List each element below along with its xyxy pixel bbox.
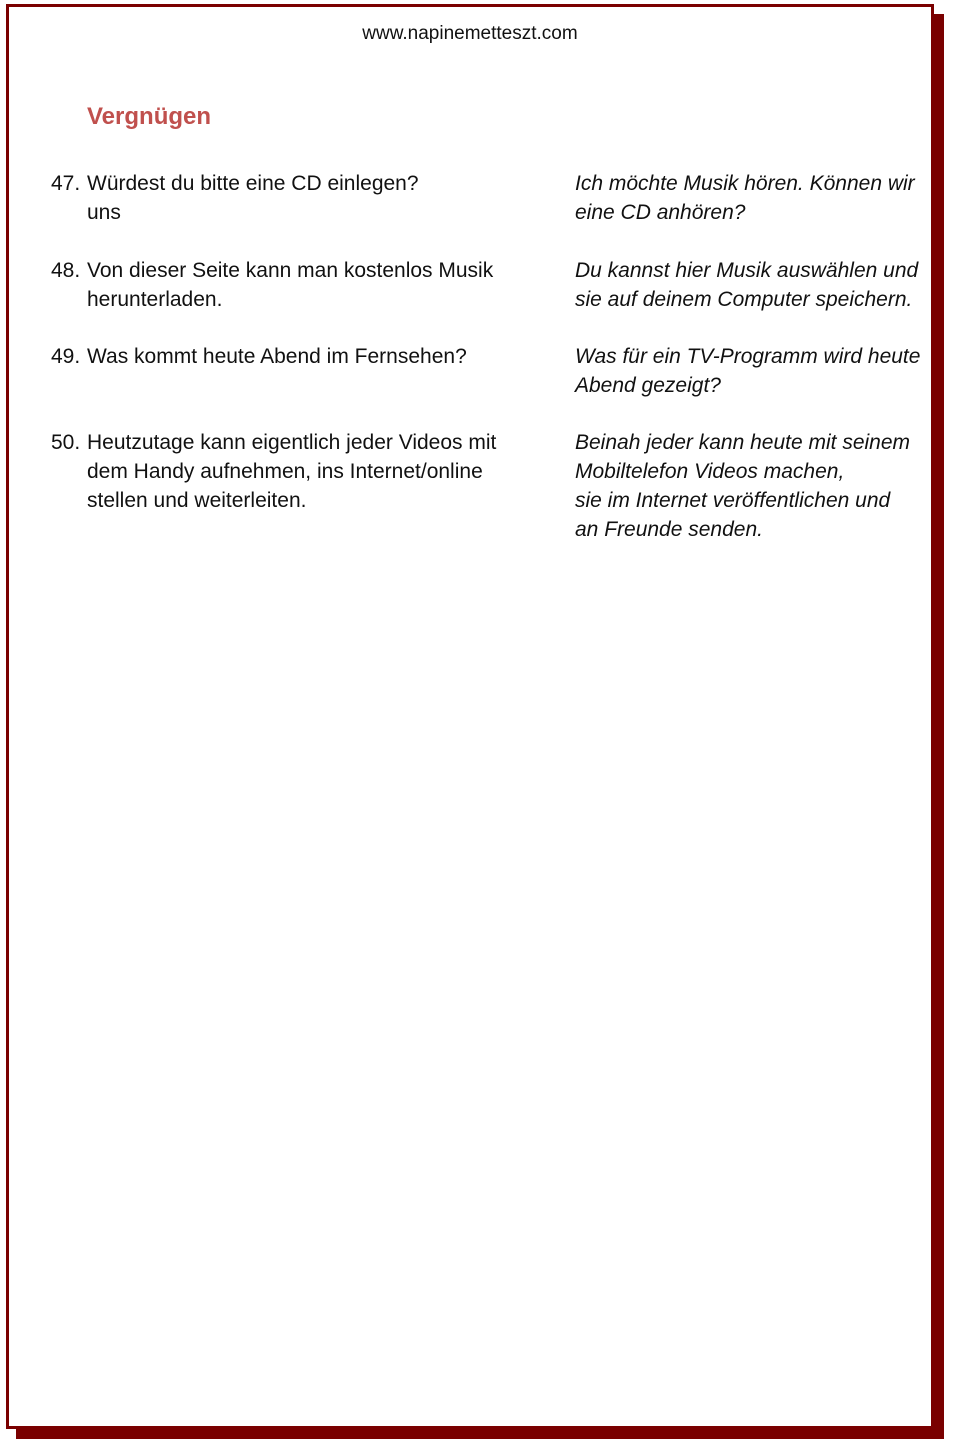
question-text: Heutzutage kann eigentlich jeder Videos mit dem Handy aufnehmen, ins Internet/online stellen und weiterleiten. [87,431,497,512]
question-text: Würdest du bitte eine CD einlegen? uns [87,172,419,224]
question-number: 49. [51,345,81,368]
question-text: Was kommt heute Abend im Fernsehen? [87,345,467,368]
answer-48: Du kannst hier Musik auswählen und sie auf deinem Computer speichern. [575,259,919,311]
answer-50: Beinah jeder kann heute mit seinem Mobiltelefon Videos machen, sie im Internet veröffentlichen und an Freunde senden. [575,431,911,541]
question-48 [51,256,521,314]
question-49 [51,342,521,371]
question-text: Von dieser Seite kann man kostenlos Musik herunterladen. [87,259,494,311]
question-number: 50. [51,431,81,454]
question-number: 48. [51,259,81,282]
question-47 [51,169,521,227]
document-page [6,4,934,1429]
site-url: www.napinemetteszt.com [362,23,578,44]
question-50 [51,428,521,515]
question-number: 47. [51,172,81,195]
section-title: Vergnügen [87,103,212,130]
answer-49: Was für ein TV-Programm wird heute Abend gezeigt? [575,345,921,397]
answer-47: Ich möchte Musik hören. Können wir eine CD anhören? [575,172,915,224]
